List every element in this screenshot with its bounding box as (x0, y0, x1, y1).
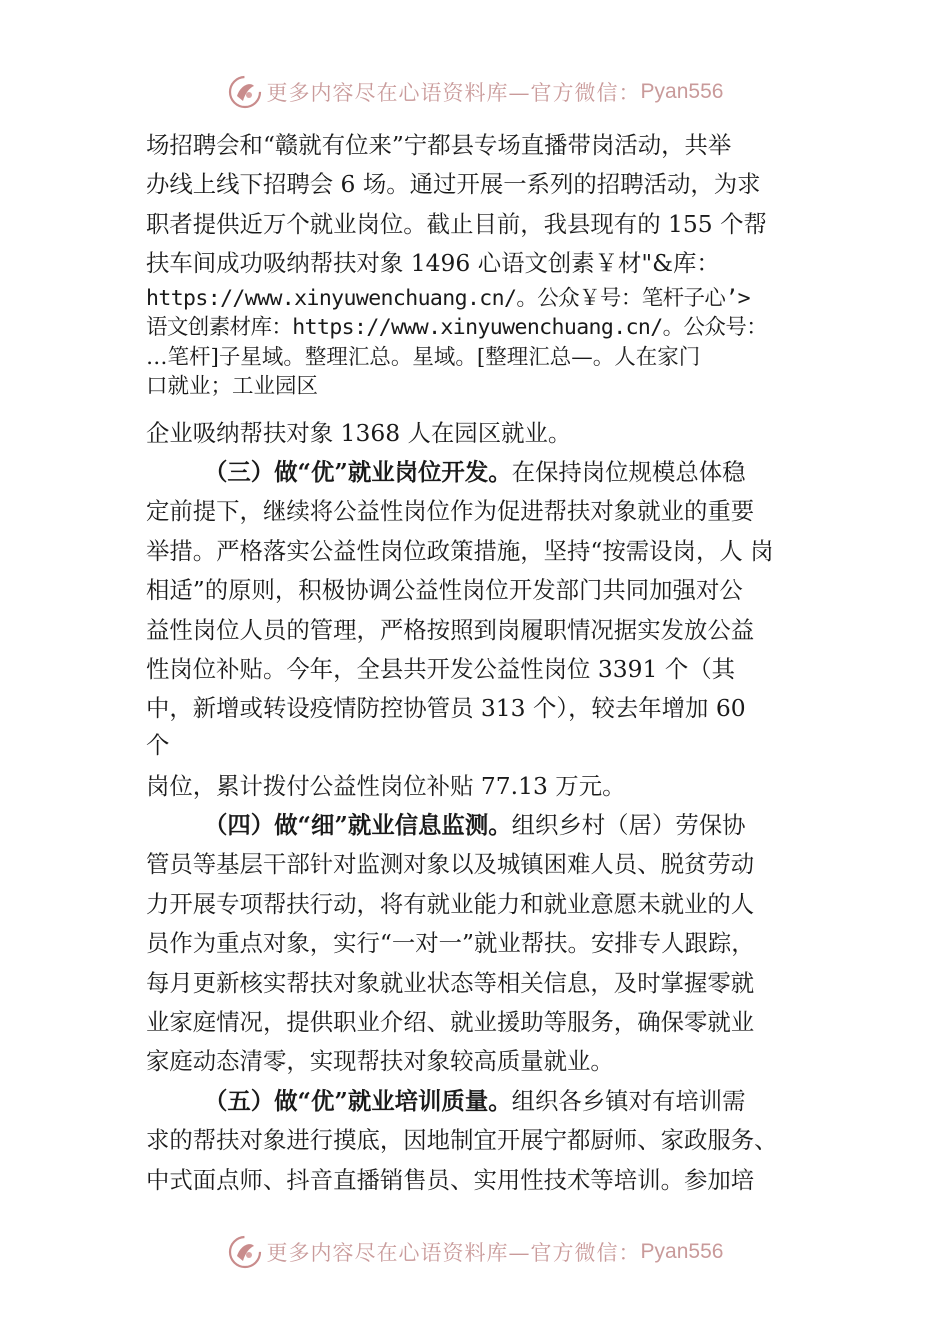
text-line: 力开展专项帮扶行动，将有就业能力和就业意愿未就业的人 (146, 889, 755, 918)
brand-logo-icon (227, 1234, 263, 1270)
text-line: 企业吸纳帮扶对象 1368 人在园区就业。 (146, 418, 572, 447)
text-line: 员作为重点对象，实行“一对一”就业帮扶。安排专人跟踪， (146, 929, 755, 958)
text-line: 中，新增或转设疫情防控协管员 313 个），较去年增加 60 (146, 694, 746, 723)
watermark-line: 语文创素材库：https://www.xinyuwenchuang.cn/。公众号： (146, 315, 768, 341)
section-heading: （五）做“优”就业培训质量。 (204, 1086, 512, 1115)
text-line: 扶车间成功吸纳帮扶对象 1496 心语文创素￥材"&库： (146, 249, 720, 278)
text-line: 个 (146, 730, 170, 759)
section-heading: （四）做“细”就业信息监测。 (204, 811, 512, 840)
text-segment: 在保持岗位规模总体稳 (511, 457, 746, 486)
text-line: 中式面点师、抖音直播销售员、实用性技术等培训。参加培 (146, 1165, 755, 1194)
section-heading-line (146, 1082, 846, 1121)
banner-wechat-id: Pyan556 (640, 80, 724, 103)
text-line: 求的帮扶对象进行摸底，因地制宜开展宁都厨师、家政服务、 (146, 1126, 778, 1155)
text-line: 管员等基层干部针对监测对象以及城镇困难人员、脱贫劳动 (146, 850, 755, 879)
text-line: 益性岗位人员的管理，严格按照到岗履职情况据实发放公益 (146, 615, 755, 644)
brand-logo-icon (227, 74, 263, 110)
text-line: 场招聘会和“赣就有位来”宁都县专场直播带岗活动，共举 (146, 131, 732, 159)
text-line: 定前提下，继续将公益性岗位作为促进帮扶对象就业的重要 (146, 497, 755, 526)
text-line: 业家庭情况，提供职业介绍、就业援助等服务，确保零就业 (146, 1008, 755, 1037)
text-line: 每月更新核实帮扶对象就业状态等相关信息，及时掌握零就 (146, 968, 755, 997)
text-segment: 组织各乡镇对有培训需 (511, 1086, 746, 1115)
text-segment: 组织乡村（居）劳保协 (511, 811, 746, 840)
text-line: 家庭动态清零，实现帮扶对象较高质量就业。 (146, 1047, 614, 1076)
watermark-line: https://www.xinyuwenchuang.cn/。公众￥号：笔杆子心’> (146, 285, 751, 311)
footer-banner (0, 1232, 950, 1272)
text-line: 岗位，累计拨付公益性岗位补贴 77.13 万元。 (146, 771, 626, 800)
section-heading: （三）做“优”就业岗位开发。 (204, 457, 512, 486)
header-banner (0, 72, 950, 112)
watermark-line: …笔杆]子星域。整理汇总。星域。[整理汇总—。人在家门 (146, 344, 701, 370)
banner-text: 更多内容尽在心语资料库—官方微信： (266, 1241, 641, 1265)
document-body (146, 126, 846, 1200)
text-line: 性岗位补贴。今年，全县共开发公益性岗位 3391 个（其 (146, 654, 735, 683)
section-heading-line (146, 806, 846, 845)
text-line: 举措。严格落实公益性岗位政策措施，坚持“按需设岗，人 岗 (146, 536, 774, 565)
text-line: 相适”的原则，积极协调公益性岗位开发部门共同加强对公 (146, 576, 743, 605)
watermark-line: 口就业；工业园区 (146, 374, 319, 400)
section-heading-line (146, 453, 846, 492)
text-line: 职者提供近万个就业岗位。截止目前，我县现有的 155 个帮 (146, 209, 767, 238)
banner-wechat-id: Pyan556 (640, 1240, 724, 1263)
text-line: 办线上线下招聘会 6 场。通过开展一系列的招聘活动，为求 (146, 170, 761, 199)
banner-text: 更多内容尽在心语资料库—官方微信： (266, 81, 641, 105)
